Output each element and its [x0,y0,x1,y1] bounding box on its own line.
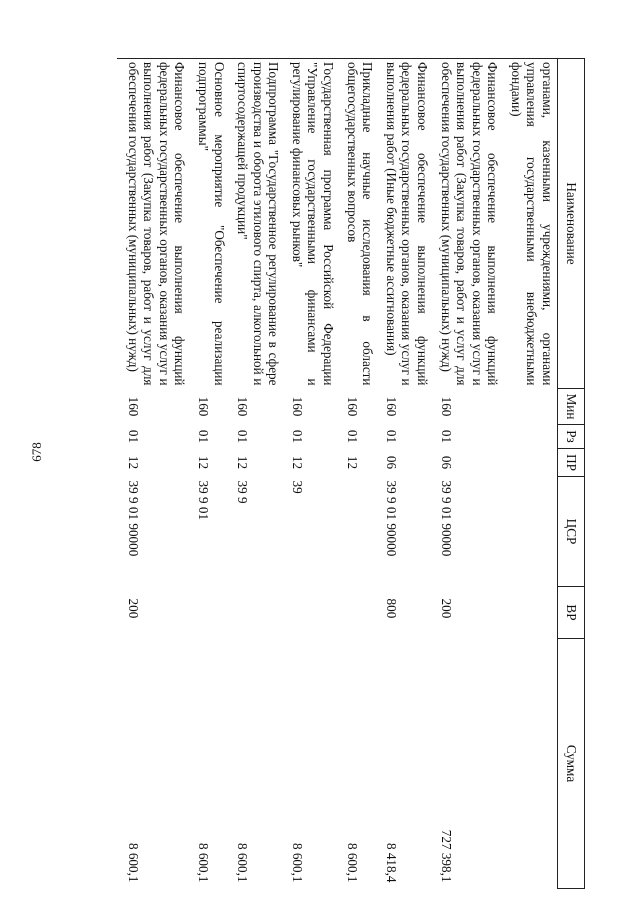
row-csr: 39 [289,480,305,494]
row-name: Государственная программа Российской Федерации "Управление государственными финансами и регулирование финансовых рынков" [281,59,336,389]
row-sum: 8 600,1 [344,842,360,883]
row-rz: 01 [196,429,212,444]
header-min: Мин [558,389,585,425]
row-pr: 12 [125,455,141,470]
table-row [500,59,557,889]
row-csr [500,477,557,587]
row-vr [227,587,282,639]
row-sum: 8 600,1 [196,842,212,883]
row-min: 160 [344,396,360,417]
row-rz: 01 [125,429,141,444]
row-name: Прикладные научные исследования в области общегосударственных вопросов [336,59,375,389]
row-csr: 39 9 01 90000 [438,480,454,557]
row-pr [500,449,557,477]
row-rz [500,425,557,449]
row-csr [336,477,375,587]
row-csr: 39 9 [235,480,251,504]
row-vr: 200 [125,598,141,619]
header-csr: ЦСР [558,477,585,587]
row-csr: 39 9 01 [196,480,212,521]
row-pr: 12 [196,455,212,470]
row-csr: 39 9 01 90000 [383,480,399,557]
row-name: Финансовое обеспечение выполнения функций федеральных государственных органов, оказания услуг и выполнения работ (Закупка товаров, работ и услуг для обеспечения государственных (муниципальных) нужд) [117,59,187,389]
row-rz: 01 [289,429,305,444]
row-min: 160 [383,396,399,417]
table-header-row [558,59,585,889]
row-sum [500,639,557,889]
row-sum: 8 600,1 [125,842,141,883]
row-name: Подпрограмма "Государственное регулирование в сфере производства и оборота этилового спирта, алкогольной и спиртосодержащей продукции" [227,59,282,389]
header-vr: ВР [558,587,585,639]
row-name: Финансовое обеспечение выполнения функций федеральных государственных органов, оказания услуг и выполнения работ (Иные бюджетные ассигнования) [375,59,430,389]
table-row [375,59,430,889]
row-vr [336,587,375,639]
budget-table [117,58,585,889]
table-row [187,59,226,889]
row-sum: 8 418,4 [383,842,399,883]
row-pr: 12 [344,455,360,470]
row-min: 160 [438,396,454,417]
row-rz: 01 [235,429,251,444]
header-sum: Сумма [558,639,585,889]
row-name: органами, казенными учреждениями, органами управления государственными внебюджетными фондами) [500,59,557,389]
row-vr [187,587,226,639]
row-pr: 12 [289,455,305,470]
header-pr: ПР [558,449,585,477]
row-min: 160 [235,396,251,417]
row-sum: 727 398,1 [438,829,454,883]
row-min [500,389,557,425]
page-number: 678 [29,442,44,462]
row-pr: 12 [235,455,251,470]
header-name: Наименование [558,59,585,389]
header-rz: Рз [558,425,585,449]
row-sum: 8 600,1 [289,842,305,883]
row-vr [281,587,336,639]
row-sum: 8 600,1 [235,842,251,883]
table-row [336,59,375,889]
row-pr: 06 [383,455,399,470]
row-vr: 200 [438,598,454,619]
row-rz: 01 [438,429,454,444]
row-vr [500,587,557,639]
row-vr: 800 [383,598,399,619]
row-name: Основное мероприятие "Обеспечение реализации подпрограммы" [187,59,226,389]
row-rz: 01 [344,429,360,444]
row-rz: 01 [383,429,399,444]
table-row [227,59,282,889]
row-name: Финансовое обеспечение выполнения функций федеральных государственных органов, оказания услуг и выполнения работ (Закупка товаров, работ и услуг для обеспечения государственных (муниципальных) нужд) [430,59,500,389]
row-min: 160 [196,396,212,417]
row-min: 160 [125,396,141,417]
rotated-budget-table-container [105,58,585,888]
table-row [281,59,336,889]
table-row [117,59,187,889]
row-csr: 39 9 01 90000 [125,480,141,557]
row-min: 160 [289,396,305,417]
table-row [430,59,500,889]
row-pr: 06 [438,455,454,470]
